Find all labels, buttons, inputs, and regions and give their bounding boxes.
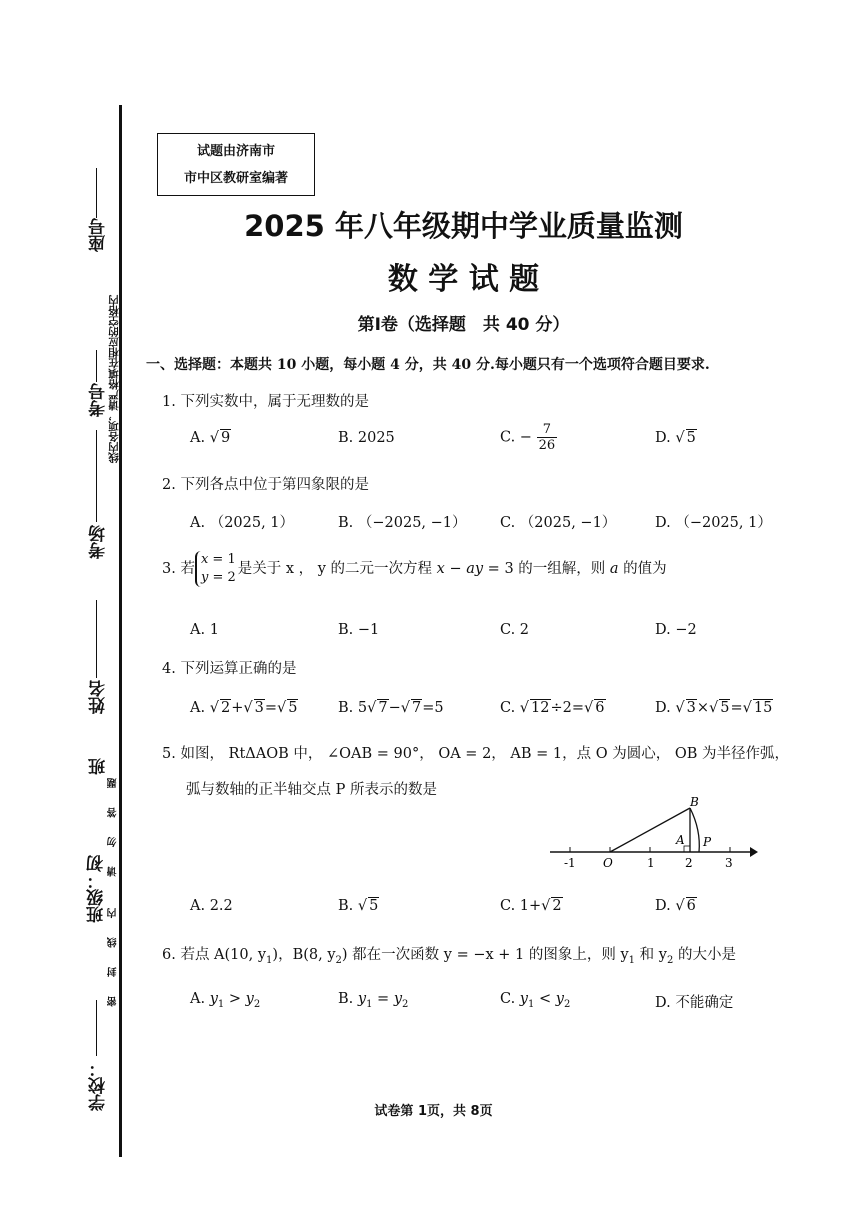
- q6-option-b: B. $y_1 = y_2$: [338, 991, 409, 1010]
- seal-text-1: 请 勿 答 题: [108, 770, 119, 877]
- q2-option-c: C. （2025, −1）: [500, 515, 617, 531]
- room-label: 考场: [89, 525, 109, 559]
- compiler-line-2: 市中区教研室编著: [183, 171, 288, 186]
- question-1-stem: 1. 下列实数中，属于无理数的是: [162, 394, 369, 410]
- school-label: 学校：: [89, 1060, 109, 1111]
- q4-option-b: B. 5√ 7−√ 7=5: [338, 700, 444, 716]
- room-underline: [96, 430, 97, 522]
- q5-option-c: C. 1+√ 2: [500, 898, 562, 914]
- tick-label-1: 1: [647, 856, 655, 870]
- tick-label-3: 3: [725, 856, 733, 870]
- compiler-box: [157, 133, 315, 196]
- section-instructions: 一、选择题：本题共 10 小题，每小题 4 分，共 40 分.每小题只有一个选项符合题目要求.: [146, 357, 710, 373]
- school-underline: [96, 1000, 97, 1056]
- point-label-b: B: [690, 795, 699, 809]
- q4-option-c: C. √ 12÷2=√ 6: [500, 700, 605, 716]
- q1-option-d: D. √ 5: [655, 430, 696, 446]
- q2-option-d: D. （−2025, 1）: [655, 515, 772, 531]
- notice-text: 线内各项，请严格填在相应的空格内: [108, 295, 120, 463]
- seal-text-2: 密 封 线 内: [108, 900, 119, 1007]
- number-line-figure: [545, 790, 760, 870]
- question-5-stem-line1: 5. 如图， RtΔAOB 中， ∠OAB = 90°， OA = 2， AB = 1，点 O 为圆心， OB 为半径作弧，: [162, 746, 789, 762]
- q1-option-a: A. √ 9: [190, 430, 231, 446]
- q5-option-d: D. √ 6: [655, 898, 696, 914]
- page-footer: 试卷第 1页，共 8页: [374, 1104, 493, 1119]
- exam-no-label: 考号: [89, 383, 109, 417]
- q3-option-b: B. −1: [338, 622, 380, 638]
- name-underline: [96, 600, 97, 678]
- q6-option-a: A. $y_1 > y_2$: [190, 991, 261, 1010]
- point-label-p: P: [703, 835, 712, 849]
- question-6-stem: 6. 若点 A(10, $y_1$)，B(8, $y_2$) 都在一次函数 y = −x + 1 的图象上，则 $y_1$ 和 $y_2$ 的大小是: [162, 947, 736, 966]
- q5-option-b: B. √ 5: [338, 898, 379, 914]
- question-5-stem-line2: 弧与数轴的正半轴交点 P 所表示的数是: [186, 782, 437, 798]
- subject-title: 数 学 试 题: [387, 262, 540, 297]
- q1-option-b: B. 2025: [338, 430, 395, 446]
- q4-option-d: D. √ 3×√ 5=√ 15: [655, 700, 773, 716]
- compiler-line-1: 试题由济南市: [196, 144, 275, 159]
- q3-option-a: A. 1: [190, 622, 219, 638]
- q4-option-a: A. √ 2+√ 3=√ 5: [190, 700, 298, 716]
- q1-option-c: C. − $\frac{7}{26}$: [500, 422, 556, 453]
- q3-option-c: C. 2: [500, 622, 530, 638]
- question-4-stem: 4. 下列运算正确的是: [162, 661, 297, 677]
- q2-option-b: B. （−2025, −1）: [338, 515, 467, 531]
- question-3-stem: 3. 若x = 1 y = 2是关于 x ， y 的二元一次方程 x − ay = 3 的一组解，则 a 的值为: [162, 552, 667, 585]
- point-label-a: A: [676, 833, 685, 847]
- tick-label-origin: O: [603, 856, 613, 870]
- q6-option-d: D. 不能确定: [655, 995, 734, 1011]
- tick-label-2: 2: [685, 856, 693, 870]
- page-title: 2025 年八年级期中学业质量监测: [244, 209, 683, 243]
- volume-title: 第Ⅰ卷（选择题 共 40 分）: [357, 315, 570, 335]
- question-2-stem: 2. 下列各点中位于第四象限的是: [162, 477, 369, 493]
- class-label: 班: [89, 758, 109, 775]
- seat-label: 座号: [89, 218, 109, 252]
- q5-option-a: A. 2.2: [190, 898, 233, 914]
- q6-option-c: C. $y_1 < y_2$: [500, 991, 571, 1010]
- name-label: 姓名: [89, 680, 109, 714]
- tick-label-neg1: -1: [564, 856, 576, 870]
- q3-option-d: D. −2: [655, 622, 697, 638]
- class-grade-label: 班级：初: [87, 855, 107, 923]
- q2-option-a: A. （2025, 1）: [190, 515, 295, 531]
- exam-no-underline: [96, 350, 97, 382]
